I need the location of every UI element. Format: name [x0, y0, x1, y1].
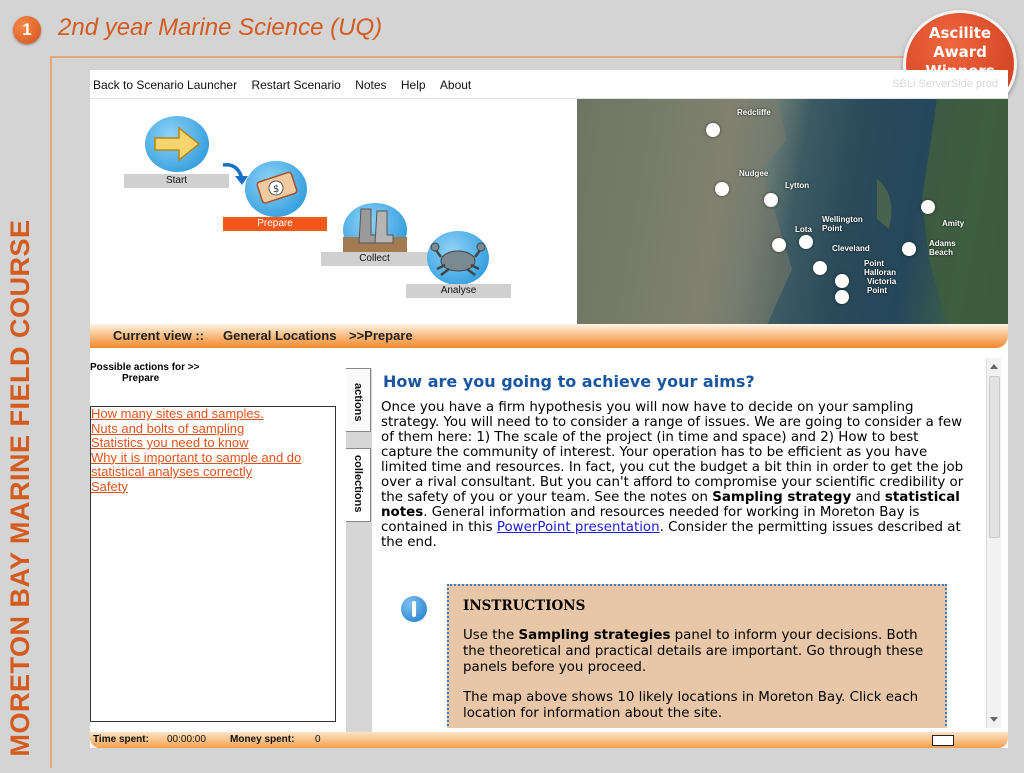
map-town-label: Nudgee: [739, 169, 769, 178]
svg-text:$: $: [273, 184, 280, 195]
menu-restart-scenario[interactable]: Restart Scenario: [251, 78, 341, 92]
possible-actions-title: Possible actions for >>: [90, 362, 200, 373]
map-town-label: Wellington Point: [822, 215, 863, 233]
tab-actions[interactable]: [346, 368, 371, 432]
side-title: MORETON BAY MARINE FIELD COURSE: [5, 219, 35, 757]
money-spent-label: Money spent:: [230, 734, 295, 745]
location-marker[interactable]: [902, 242, 916, 256]
action-link-sites-samples[interactable]: How many sites and samples.: [91, 406, 264, 421]
info-icon: [401, 596, 427, 622]
current-view-stage: >>Prepare: [349, 328, 413, 343]
content-text: Once you have a firm hypothesis you will now have to decide on your sampling strategy. You will need to to consider a range of issues. We are going to consider a few of them here: 1) The scale of the project (in time and space) and 2) How to best capture the community of interest. Your operation has to be efficient as you have limited time and resources. In fact, you cut the budget a bit thin in order to get the job over a rival consultant. But you can't afford to compromise your scientific credibility or the safety of you or your team. See the notes on: [381, 400, 964, 505]
action-link-statistics[interactable]: Statistics you need to know: [91, 435, 249, 450]
location-marker[interactable]: [764, 193, 778, 207]
content-panel: [373, 358, 985, 728]
current-view-bar: [90, 324, 1008, 348]
possible-actions-stage: Prepare: [122, 373, 160, 384]
panel-tab-strip: [346, 368, 372, 748]
current-view-location: General Locations: [223, 328, 337, 343]
menu-about[interactable]: About: [439, 78, 472, 92]
arrow-icon: [145, 116, 209, 172]
actions-list: [90, 406, 336, 722]
scroll-thumb[interactable]: [989, 376, 1000, 538]
instructions-paragraph-1: [463, 628, 933, 676]
map-town-label: Adams Beach: [929, 239, 956, 257]
location-marker[interactable]: [772, 238, 786, 252]
instr-bold: Sampling strategies: [518, 628, 671, 643]
map-town-label: Amity: [942, 219, 965, 228]
product-watermark: SBLi ServerSide prod: [892, 78, 998, 90]
slide-divider-horizontal: [50, 56, 950, 58]
map-town-label: Redcliffe: [737, 108, 771, 117]
step-label-analyse[interactable]: Analyse: [406, 284, 511, 298]
menu-notes[interactable]: Notes: [355, 78, 387, 92]
content-bold-sampling: Sampling strategy: [712, 490, 852, 505]
location-marker[interactable]: [835, 274, 849, 288]
map-town-label: Point Halloran: [864, 259, 897, 277]
boots-icon: [343, 203, 407, 257]
instructions-title: INSTRUCTIONS: [463, 598, 586, 614]
menu-back-to-launcher[interactable]: Back to Scenario Launcher: [93, 78, 238, 92]
action-link-nuts-bolts[interactable]: Nuts and bolts of sampling: [91, 420, 245, 436]
step-label-prepare[interactable]: Prepare: [223, 217, 327, 231]
scroll-up-icon[interactable]: [990, 364, 998, 369]
scenario-app-window: [90, 70, 1008, 748]
crab-icon: [427, 231, 489, 285]
menu-bar: [90, 70, 1008, 99]
content-text: . Consider the permitting issues described at the end.: [381, 520, 961, 550]
location-marker[interactable]: [835, 290, 849, 304]
status-bar: [90, 732, 1008, 748]
award-line-2: Award: [933, 43, 987, 61]
powerpoint-link[interactable]: PowerPoint presentation: [496, 520, 660, 535]
instr-text: panel to inform your decisions. Both the theoretical and practical details are important. Go through these panels before you proceed.: [463, 628, 924, 675]
content-text: and: [851, 490, 885, 505]
map-town-label: Lytton: [785, 181, 810, 190]
award-line-1: Ascilite: [928, 24, 992, 42]
content-heading: How are you going to achieve your aims?: [383, 372, 755, 391]
possible-actions-header: [90, 360, 346, 390]
map-town-label: Cleveland: [832, 244, 870, 253]
instructions-box: [447, 584, 947, 728]
time-spent-label: Time spent:: [93, 734, 149, 745]
slide-divider-vertical: [50, 56, 52, 768]
content-body: [381, 400, 971, 550]
moreton-bay-map: [577, 99, 1008, 325]
scroll-down-icon[interactable]: [990, 717, 998, 722]
scenario-flow-diagram: [90, 99, 575, 324]
content-text: . General information and resources needed for working in Moreton Bay is contained in this: [381, 505, 920, 535]
content-bold-stats: statistical notes: [381, 490, 960, 520]
step-label-collect[interactable]: Collect: [321, 252, 428, 266]
tab-actions-label: actions: [352, 383, 364, 422]
location-marker[interactable]: [921, 200, 935, 214]
map-landmass: [577, 99, 1008, 325]
location-marker[interactable]: [715, 182, 729, 196]
start-step-icon[interactable]: [145, 116, 209, 172]
menu-help[interactable]: Help: [400, 78, 426, 92]
location-marker[interactable]: [706, 123, 720, 137]
action-link-why-sample[interactable]: Why it is important to sample and do statistical analyses correctly: [91, 449, 302, 479]
location-marker[interactable]: [813, 261, 827, 275]
action-link-safety[interactable]: Safety: [91, 478, 128, 494]
tab-collections-label: collections: [352, 455, 364, 513]
time-spent-value: 00:00:00: [167, 734, 206, 745]
analyse-step-icon[interactable]: [427, 231, 489, 285]
tab-collections[interactable]: [346, 448, 371, 522]
resize-icon[interactable]: [932, 735, 954, 746]
money-icon: [245, 161, 307, 217]
collect-step-icon[interactable]: [343, 203, 407, 257]
step-label-start[interactable]: Start: [124, 174, 229, 188]
instructions-paragraph-2: The map above shows 10 likely locations in Moreton Bay. Click each location for information about the site.: [463, 690, 919, 721]
current-view-prefix: Current view ::: [113, 328, 205, 343]
map-town-label: Victoria Point: [867, 277, 897, 295]
location-marker[interactable]: [799, 235, 813, 249]
content-scrollbar[interactable]: [986, 358, 1001, 728]
slide-number-badge: 1: [13, 16, 41, 44]
slide-title: 2nd year Marine Science (UQ): [58, 14, 383, 41]
instr-text: Use the: [463, 628, 519, 643]
map-town-label: Lota: [795, 225, 812, 234]
prepare-step-icon[interactable]: [245, 161, 307, 217]
money-spent-value: 0: [315, 734, 321, 745]
